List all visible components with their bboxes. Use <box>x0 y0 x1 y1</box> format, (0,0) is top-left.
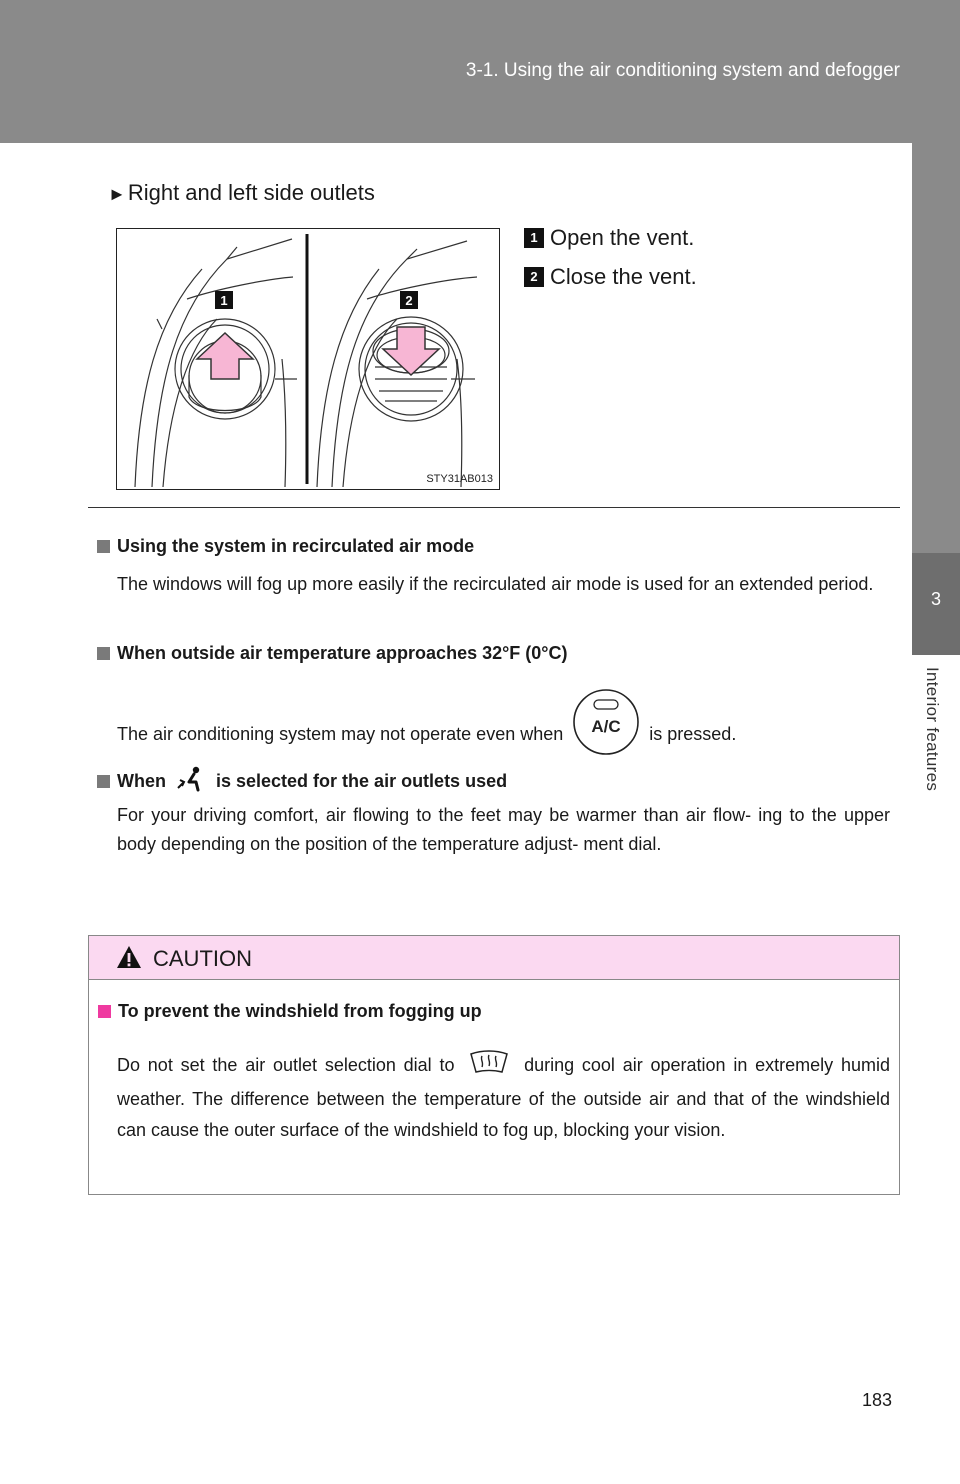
caution-heading-text: To prevent the windshield from fogging up <box>118 1001 482 1021</box>
chapter-number-tab: 3 <box>912 553 960 655</box>
header-title: 3-1. Using the air conditioning system and defogger <box>465 60 900 81</box>
step-text: Open the vent. <box>550 225 695 250</box>
step-number: 2 <box>524 267 544 287</box>
page-number: 183 <box>862 1390 893 1410</box>
text-after-button: is pressed. <box>649 723 737 744</box>
bullet-square-icon <box>97 540 110 553</box>
step-close <box>524 264 697 290</box>
chapter-label: Interior features <box>923 667 942 792</box>
windshield-defog-icon <box>468 1048 510 1084</box>
caution-box <box>88 935 900 1195</box>
section-heading-text: When outside air temperature approaches 32°F (0°C) <box>117 643 568 663</box>
ac-button-icon <box>572 688 640 782</box>
close-arrow-icon <box>383 327 439 375</box>
section-text-feet-mode: For your driving comfort, air flowing to the feet may be warmer than air flow- ing to the upper body depending on the position of the temperature adjust- ment dial. <box>117 805 890 854</box>
side-outlet-illustration <box>116 228 500 490</box>
vent-drawing <box>117 229 499 489</box>
side-tab-background <box>912 143 960 553</box>
section-heading-feet-mode <box>97 766 507 797</box>
section-text-recirculated: The windows will fog up more easily if the recirculated air mode is used for an extended period. <box>117 574 874 594</box>
step-text: Close the vent. <box>550 264 697 289</box>
caution-heading <box>98 1001 482 1022</box>
open-arrow-icon <box>197 333 253 379</box>
section-heading-temperature <box>97 643 568 664</box>
bullet-square-icon <box>97 775 110 788</box>
outlets-heading-text: Right and left side outlets <box>127 180 375 205</box>
figure-code: STY31AB013 <box>426 473 493 485</box>
caution-text-before-icon: Do not set the air outlet selection dial to <box>117 1054 455 1075</box>
outlets-heading <box>108 180 375 206</box>
section-heading-text: Using the system in recirculated air mode <box>117 536 475 556</box>
text-before-button: The air conditioning system may not operate even when <box>117 723 564 744</box>
ac-button-label: A/C <box>591 717 621 736</box>
step-open <box>524 225 694 251</box>
caution-text <box>117 1048 890 1146</box>
callout-1: 1 <box>220 293 228 308</box>
bullet-square-icon <box>98 1005 111 1018</box>
caution-header <box>89 936 899 980</box>
bullet-square-icon <box>97 647 110 660</box>
chapter-label-tab <box>912 655 960 1484</box>
section-heading-text: When <box>117 771 166 791</box>
callout-2: 2 <box>405 293 413 308</box>
warning-triangle-icon <box>115 944 143 975</box>
section-heading-text: is selected for the air outlets used <box>216 771 508 791</box>
section-heading-recirculated <box>97 536 474 557</box>
page-header <box>0 0 960 143</box>
caution-text-after-icon: during cool air operation in extremely humid weather. The difference between the temperature of the outside air and that of the windshield can cause the outer surface of the windshield to fog up, blocking your vision. <box>117 1054 890 1140</box>
section-divider <box>88 507 900 508</box>
step-number: 1 <box>524 228 544 248</box>
caution-title: CAUTION <box>153 946 252 971</box>
feet-airflow-icon <box>176 766 206 797</box>
pointer-arrow-icon: ► <box>108 184 126 204</box>
